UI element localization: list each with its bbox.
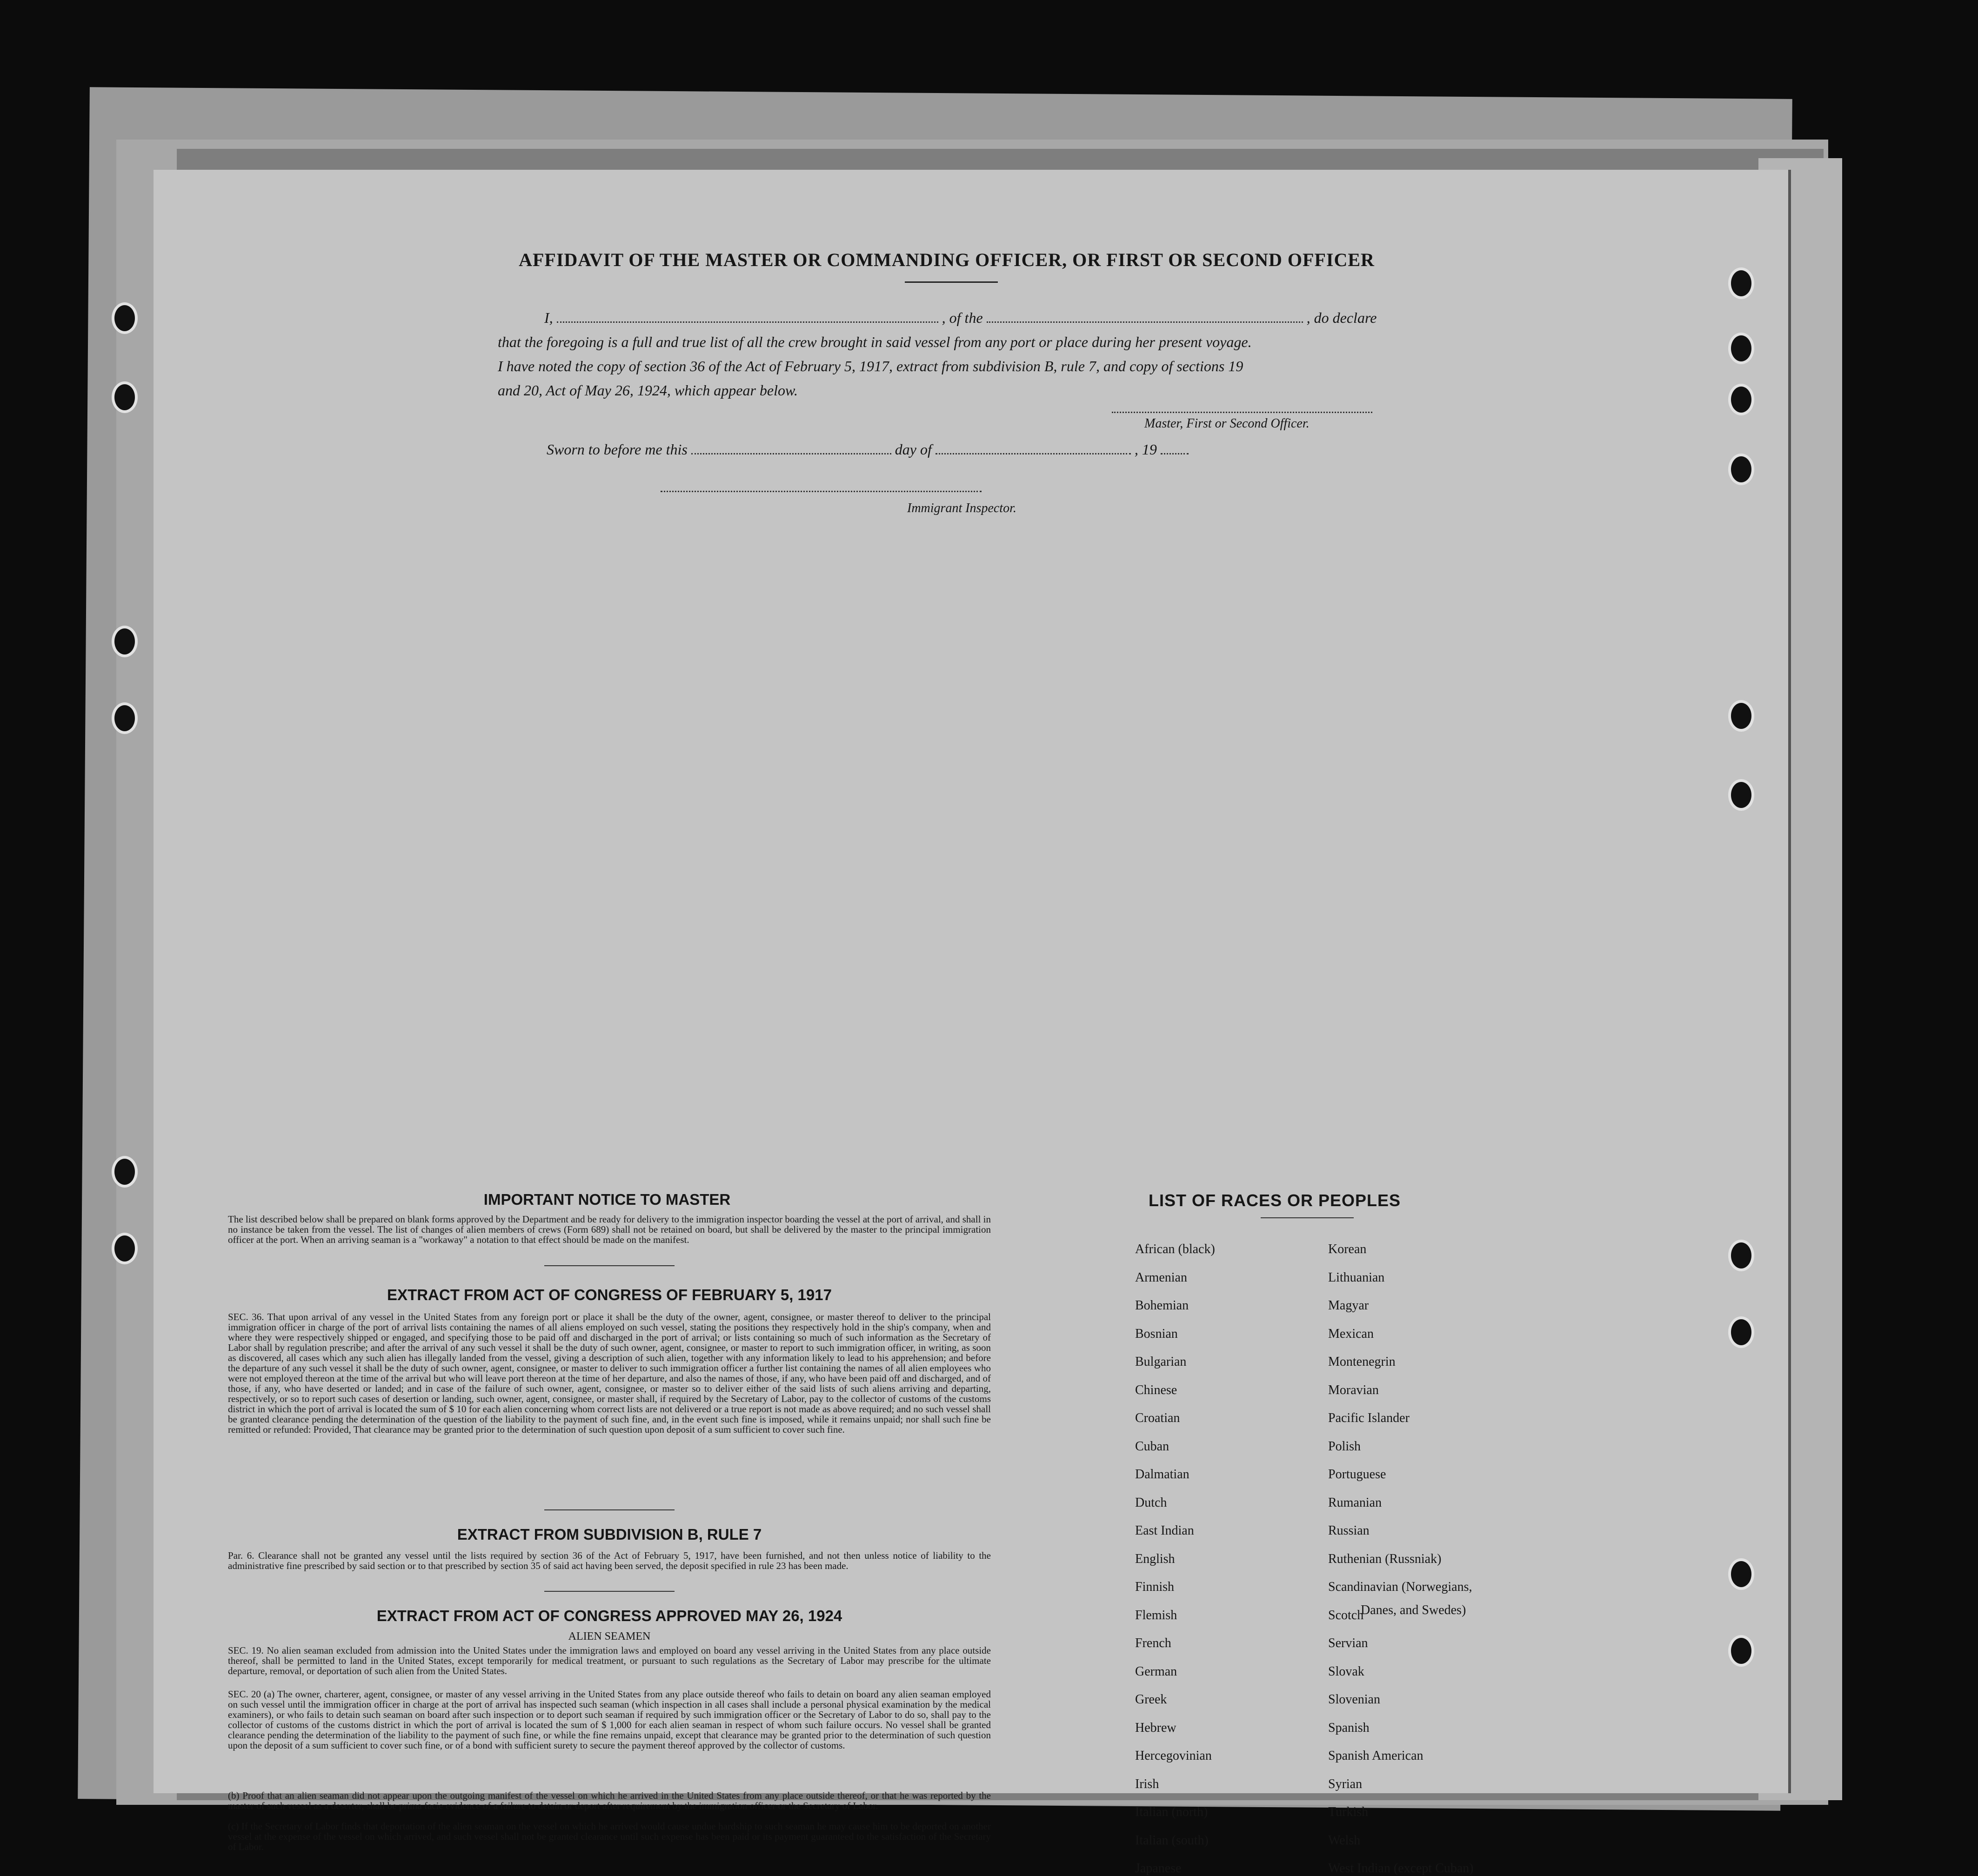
race-item: Russian bbox=[1328, 1523, 1370, 1538]
sec-20a-body: SEC. 20 (a) The owner, charterer, agent, consignee, or master of any vessel arriving in the United States from any place outside thereof who fails to detain on board any alien seaman employed on such vessel until the immigration officer in charge at the port of arrival has inspected such seaman (which inspection in all cases shall include a personal physical examination by the medical examiners), or who fails to detain such seaman on board after such inspection or to deport such seaman if required by such immigration officer or the Secretary of Labor to do so, shall pay to the collector of customs of the customs district in which the port of arrival is located the sum of $ 1,000 for each alien seaman in respect of whom such failure occurs. No vessel shall be granted clearance pending the determination of the liability to the payment of such fine, or while the fine remains unpaid, except that clearance may be granted prior to the determination of such question upon the deposit of a sum sufficient to cover such fine, or of a bond with sufficient surety to secure the payment thereof approved by the collector of customs. bbox=[228, 1689, 991, 1751]
race-item: Ruthenian (Russniak) bbox=[1328, 1551, 1442, 1566]
sworn-day-blank[interactable] bbox=[691, 453, 891, 454]
manifest-back-page bbox=[154, 170, 1791, 1876]
race-item: Italian (south) bbox=[1135, 1833, 1209, 1848]
race-item: Greek bbox=[1135, 1692, 1167, 1707]
rule-7-body: Par. 6. Clearance shall not be granted any vessel until the lists required by section 36 of the Act of February 5, 1917, have been furnished, and not then unless notice of liability to the administrative fine prescribed by said section or to that prescribed by section 35 of said act having been served, the deposit specified in rule 23 has been made. bbox=[228, 1550, 991, 1571]
race-item: Korean bbox=[1328, 1242, 1367, 1256]
inspector-caption: Immigrant Inspector. bbox=[907, 501, 1016, 515]
binder-hole bbox=[112, 702, 138, 734]
binder-hole bbox=[112, 381, 138, 413]
extract-1924-title: EXTRACT FROM ACT OF CONGRESS APPROVED MAY 26, 1924 bbox=[376, 1607, 842, 1624]
notice-body: The list described below shall be prepared on blank forms approved by the Department and be ready for delivery to the immigration inspector boarding the vessel at the port of arrival, and shall in no instance be taken from the vessel. The list of changes of alien members of crews (Form 689) shall not be retained on board, but shall be delivered by the master to the principal immigration officer at the port. When an arriving seaman is a "workaway" a notation to that effect should be made on the manifest. bbox=[228, 1214, 991, 1245]
divider bbox=[544, 1509, 675, 1510]
sworn-label: Sworn to before me this bbox=[547, 441, 688, 458]
race-item: Slovak bbox=[1328, 1664, 1364, 1679]
race-item: Bohemian bbox=[1135, 1298, 1189, 1313]
race-item: Flemish bbox=[1135, 1608, 1177, 1622]
signer-caption: Master, First or Second Officer. bbox=[1144, 416, 1310, 431]
binder-hole bbox=[1728, 333, 1754, 364]
race-item: Dutch bbox=[1135, 1495, 1167, 1510]
race-item: Mexican bbox=[1328, 1326, 1374, 1341]
declaration-line-4: and 20, Act of May 26, 1924, which appear below. bbox=[498, 382, 798, 399]
alien-seamen-subtitle: ALIEN SEAMEN bbox=[568, 1630, 651, 1642]
race-item: French bbox=[1135, 1636, 1171, 1650]
divider bbox=[544, 1265, 675, 1266]
race-item: Slovenian bbox=[1328, 1692, 1380, 1707]
binder-hole bbox=[112, 1156, 138, 1188]
race-item: West Indian (except Cuban) bbox=[1328, 1861, 1474, 1876]
race-item: Servian bbox=[1328, 1636, 1368, 1650]
sec-19-body: SEC. 19. No alien seaman excluded from admission into the United States under the immigration laws and employed on board any vessel arriving in the United States from any place outside thereof, shall be permitted to land in the United States, except temporarily for medical treatment, or pursuant to such regulations as the Secretary of Labor may prescribe for the ultimate departure, removal, or deportation of such alien from the United States. bbox=[228, 1645, 991, 1676]
race-item: Moravian bbox=[1328, 1382, 1379, 1397]
year-label: , 19 bbox=[1134, 441, 1157, 458]
binder-hole bbox=[1728, 267, 1754, 299]
race-item: Lithuanian bbox=[1328, 1270, 1385, 1285]
race-item: Polish bbox=[1328, 1439, 1361, 1454]
race-item: Danes, and Swedes) bbox=[1361, 1603, 1466, 1617]
binder-hole bbox=[112, 302, 138, 334]
extract-1917-title: EXTRACT FROM ACT OF CONGRESS OF FEBRUARY 5, 1917 bbox=[387, 1286, 832, 1303]
races-title: LIST OF RACES OR PEOPLES bbox=[1148, 1191, 1401, 1210]
day-of-label: day of bbox=[895, 441, 932, 458]
race-item: Turkish bbox=[1328, 1805, 1369, 1819]
race-item: Dalmatian bbox=[1135, 1467, 1189, 1482]
race-item: Hebrew bbox=[1135, 1720, 1176, 1735]
race-item: Bosnian bbox=[1135, 1326, 1178, 1341]
divider bbox=[905, 281, 998, 283]
sworn-month-blank[interactable] bbox=[936, 453, 1131, 454]
binder-hole bbox=[1728, 1240, 1754, 1271]
race-item: Irish bbox=[1135, 1776, 1159, 1791]
race-item: Rumanian bbox=[1328, 1495, 1382, 1510]
signature-line[interactable] bbox=[1112, 412, 1372, 413]
race-item: Cuban bbox=[1135, 1439, 1169, 1454]
race-item: Montenegrin bbox=[1328, 1355, 1396, 1369]
race-item: English bbox=[1135, 1551, 1175, 1566]
race-item: Finnish bbox=[1135, 1580, 1175, 1594]
race-item: East Indian bbox=[1135, 1523, 1194, 1538]
affidavit-title: AFFIDAVIT OF THE MASTER OR COMMANDING OFFICER, OR FIRST OR SECOND OFFICER bbox=[519, 249, 1375, 270]
sec-20c-body: (c) If the Secretary of Labor finds that deportation of the alien seaman on the vessel on which he arrived would cause undue hardship to such seaman he may cause him to be deported on another vessel at the expense of the vessel on which arrived, and such vessel shall not be granted clearance until such expense has been paid or its payment guaranteed to the satisfaction of the Secretary of Labor. bbox=[228, 1821, 991, 1852]
sworn-year-blank[interactable] bbox=[1161, 453, 1189, 454]
inspector-signature-line[interactable] bbox=[661, 491, 982, 492]
race-item: Welsh bbox=[1328, 1833, 1361, 1848]
race-item: Magyar bbox=[1328, 1298, 1369, 1313]
divider bbox=[544, 1591, 675, 1592]
race-item: Croatian bbox=[1135, 1411, 1180, 1425]
race-item: Pacific Islander bbox=[1328, 1411, 1410, 1425]
do-declare-label: , do declare bbox=[1306, 309, 1377, 326]
race-item: Spanish bbox=[1328, 1720, 1370, 1735]
race-item: Spanish American bbox=[1328, 1749, 1423, 1763]
binder-hole bbox=[112, 1233, 138, 1264]
race-item: Hercegovinian bbox=[1135, 1749, 1212, 1763]
declaration-line bbox=[544, 309, 1377, 327]
binder-hole bbox=[112, 626, 138, 657]
binder-hole bbox=[1728, 1635, 1754, 1667]
race-item: Chinese bbox=[1135, 1382, 1177, 1397]
declaration-line-2: that the foregoing is a full and true list of all the crew brought in said vessel from any port or place during her present voyage. bbox=[498, 334, 1252, 350]
binder-hole bbox=[1728, 779, 1754, 811]
race-item: German bbox=[1135, 1664, 1177, 1679]
binder-hole bbox=[1728, 700, 1754, 732]
race-item: Syrian bbox=[1328, 1776, 1363, 1791]
name-blank[interactable] bbox=[557, 321, 938, 323]
sworn-line bbox=[547, 441, 1189, 458]
binder-hole bbox=[1728, 1558, 1754, 1590]
divider bbox=[1261, 1217, 1354, 1218]
race-item: Bulgarian bbox=[1135, 1355, 1187, 1369]
rule-7-title: EXTRACT FROM SUBDIVISION B, RULE 7 bbox=[457, 1526, 762, 1543]
race-item: Italian (north) bbox=[1135, 1805, 1208, 1819]
vessel-blank[interactable] bbox=[987, 321, 1303, 323]
race-item: Armenian bbox=[1135, 1270, 1187, 1285]
declaration-line-3: I have noted the copy of section 36 of the Act of February 5, 1917, extract from subdivision B, rule 7, and copy of sections 19 bbox=[498, 358, 1243, 374]
race-item: Portuguese bbox=[1328, 1467, 1386, 1482]
sec-20b-body: (b) Proof that an alien seaman did not appear upon the outgoing manifest of the vessel on which he arrived in the United States from any place outside thereof, or that he was reported by the master of such vessel as a deserter, shall be prima facie evidence of a failure to detain or deport after requirement by the immigration officer or the Secretary of Labor. bbox=[228, 1790, 991, 1811]
notice-title: IMPORTANT NOTICE TO MASTER bbox=[483, 1191, 731, 1208]
binder-hole bbox=[1728, 384, 1754, 415]
race-item: Scotch bbox=[1328, 1608, 1364, 1622]
extract-1917-body: SEC. 36. That upon arrival of any vessel in the United States from any foreign port or place it shall be the duty of the owner, agent, consignee, or master thereof to deliver to the principal immigration officer in charge of the port of arrival lists containing the names of all aliens employed on such vessel, stating the positions they respectively hold in the ship's company, when and where they were respectively shipped or engaged, and specifying those to be paid off and discharged in the port of arrival; or lists containing so much of such information as the Secretary of Labor shall by regulation prescribe; and after the arrival of any such vessel it shall be the duty of such owner, agent, consignee, or master to report to such immigration officer, in writing, as soon as discovered, all cases which any such alien has illegally landed from the vessel, giving a description of such alien, together with any information likely to lead to his apprehension; and before the departure of any such vessel it shall be the duty of such owner, agent, consignee, or master to deliver to such immigration officer a further list containing the names of all alien employees who were not employed thereon at the time of the arrival but who will leave port thereon at the time of her departure, and also the names of those, if any, who have been paid off and discharged, and of those, if any, who have deserted or landed; and in case of the failure of such owner, agent, consignee, or master so to deliver either of the said lists of such aliens arriving and departing, respectively, or so to report such cases of desertion or landing, such owner, agent, consignee, or master shall, if required by the Secretary of Labor, pay to the collector of customs of the customs district in which the port of arrival is located the sum of $ 10 for each alien concerning whom correct lists are not delivered or a true report is not made as above required; and no such vessel shall be granted clearance pending the determination of the question of the liability to the payment of such fine, and, in the event such fine is imposed, while it remains unpaid; nor shall such fine be remitted or refunded: Provided, That clearance may be granted prior to the determination of such question upon deposit of a sum sufficient to cover such fine. bbox=[228, 1311, 991, 1435]
race-item: Japanese bbox=[1135, 1861, 1182, 1876]
binder-hole bbox=[1728, 454, 1754, 485]
i-label: I, bbox=[544, 309, 553, 326]
race-item: African (black) bbox=[1135, 1242, 1215, 1256]
of-the-label: , of the bbox=[942, 309, 983, 326]
binder-hole bbox=[1728, 1316, 1754, 1348]
race-item: Scandinavian (Norwegians, bbox=[1328, 1580, 1472, 1594]
